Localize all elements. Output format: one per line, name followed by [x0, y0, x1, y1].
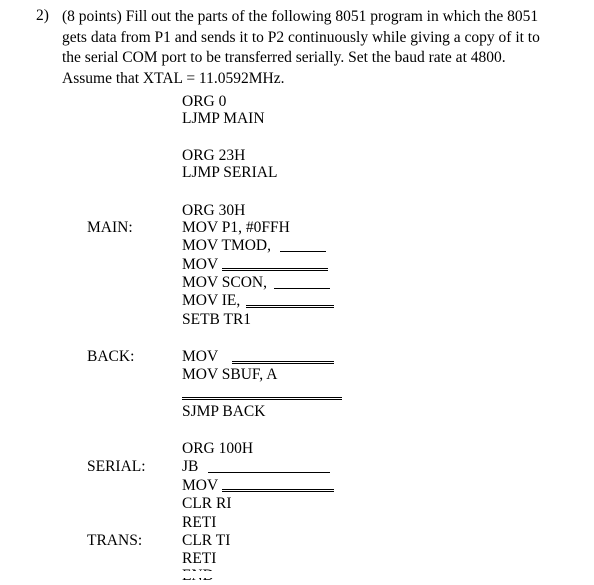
question-line: (8 points) Fill out the parts of the following 8051 program in which the 8051 [62, 8, 539, 25]
answer-blank-back-mov[interactable] [232, 361, 334, 364]
code-line-mov-ie: MOV IE, [182, 292, 241, 309]
code-line-ljmp-serial: LJMP SERIAL [182, 164, 278, 181]
question-number: 2) [36, 7, 49, 24]
question-text [62, 7, 562, 89]
code-line-reti-2: RETI [182, 550, 217, 567]
answer-blank-jb[interactable] [208, 472, 330, 473]
code-line-reti-1: RETI [182, 514, 217, 531]
answer-blank-mov-th1[interactable] [222, 268, 328, 271]
code-line-jb: JB [182, 458, 199, 475]
label-trans: TRANS: [87, 532, 143, 549]
code-line-mov-th1: MOV [182, 256, 219, 273]
answer-blank-serial-mov[interactable] [222, 489, 334, 492]
question-line: the serial COM port to be transferred serially. Set the baud rate at 4800. [62, 49, 506, 66]
code-line-clr-ri: CLR RI [182, 495, 232, 512]
page-bottom-edge [0, 571, 594, 578]
code-line-org-23h: ORG 23H [182, 147, 246, 164]
code-line-sjmp-back: SJMP BACK [182, 403, 266, 420]
answer-blank-scon[interactable] [274, 288, 330, 289]
question-line: Assume that XTAL = 11.0592MHz. [62, 69, 285, 87]
answer-blank-full-line[interactable] [182, 397, 342, 400]
question-line: gets data from P1 and sends it to P2 continuously while giving a copy of it to [62, 28, 540, 46]
code-line-org-30h: ORG 30H [182, 202, 246, 219]
code-line-mov-sbuf: MOV SBUF, A [182, 366, 278, 383]
label-back: BACK: [87, 348, 135, 365]
code-line-mov-p1: MOV P1, #0FFH [182, 219, 290, 236]
code-line-mov-scon: MOV SCON, [182, 274, 267, 291]
answer-blank-ie[interactable] [246, 305, 334, 308]
label-main: MAIN: [87, 219, 133, 236]
code-line-mov-tmod: MOV TMOD, [182, 237, 271, 254]
code-line-org-100h: ORG 100H [182, 440, 254, 457]
code-line-org-0: ORG 0 [182, 93, 227, 110]
code-line-clr-ti: CLR TI [182, 532, 231, 549]
answer-blank-tmod[interactable] [280, 251, 326, 252]
code-line-serial-mov: MOV [182, 477, 219, 494]
code-line-back-mov: MOV [182, 348, 219, 365]
code-line-setb-tr1: SETB TR1 [182, 311, 252, 328]
code-line-ljmp-main: LJMP MAIN [182, 110, 265, 127]
label-serial: SERIAL: [87, 458, 146, 475]
